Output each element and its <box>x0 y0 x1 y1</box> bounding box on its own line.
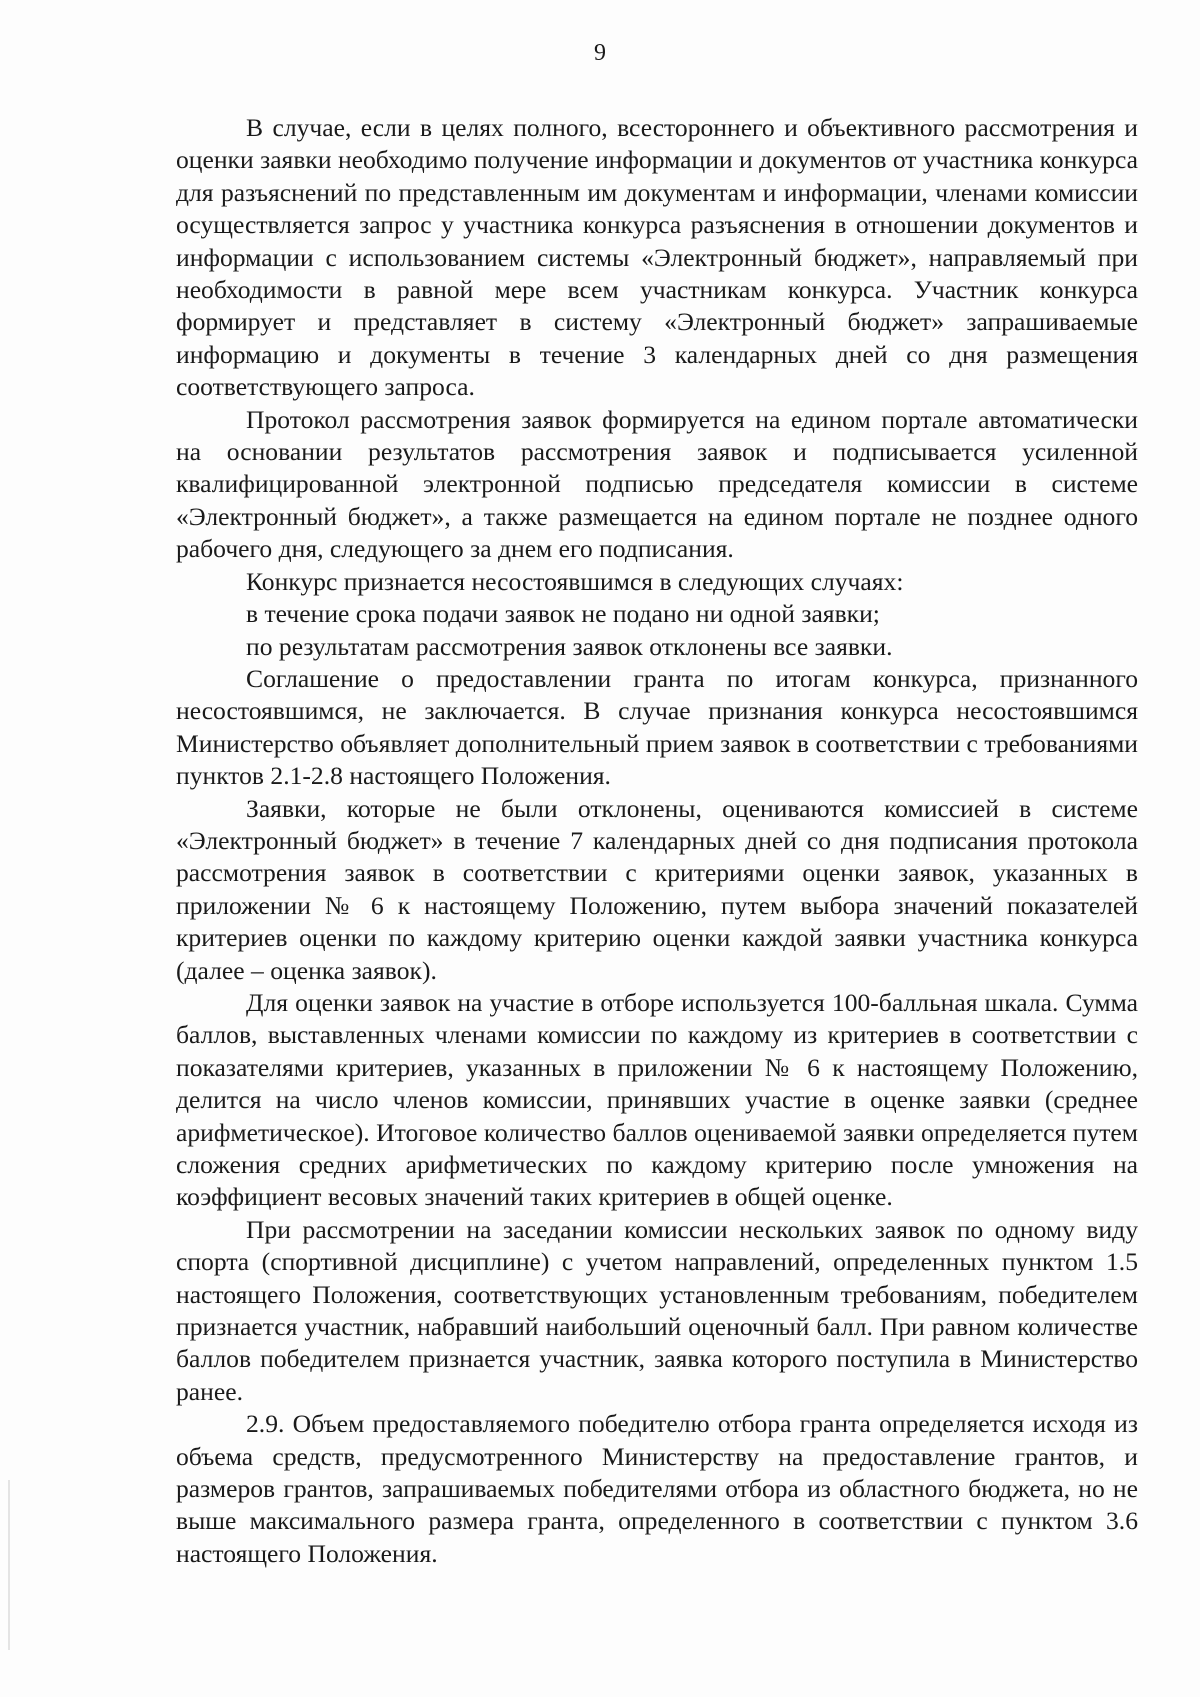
page-number: 9 <box>594 40 606 66</box>
paragraph-clarification-request: В случае, если в целях полного, всестороннего и объективного рассмотрения и оценки заявки необходимо получение информации и документов от участника конкурса для разъяснений по представленным им документам и информации, членами комиссии осуществляется запрос у участника конкурса разъяснения в отношении документов и информации с использованием системы «Электронный бюджет», направляемый при необходимости в равной мере всем участникам конкурса. Участник конкурса формирует и представляет в систему «Электронный бюджет» запрашиваемые информацию и документы в течение 3 календарных дней со дня размещения соответствующего запроса. <box>176 113 1138 402</box>
paragraph-winner-determination: При рассмотрении на заседании комиссии нескольких заявок по одному виду спорта (спортивной дисциплине) с учетом направлений, определенных пунктом 1.5 настоящего Положения, соответствующих установленным требованиям, победителем признается участник, набравший наибольший оценочный балл. При равном количестве баллов победителем признается участник, заявка которого поступила в Министерство ранее. <box>176 1214 1138 1406</box>
paragraph-grant-amount: 2.9. Объем предоставляемого победителю отбора гранта определяется исходя из объема средств, предусмотренного Министерству на предоставление грантов, и размеров грантов, запрашиваемых победителями отбора из областного бюджета, но не выше максимального размера гранта, определенного в соответствии с пунктом 3.6 настоящего Положения. <box>176 1409 1138 1568</box>
document-body <box>176 112 1138 1570</box>
paragraph-scoring-scale: Для оценки заявок на участие в отборе используется 100-балльная шкала. Сумма баллов, выставленных членами комиссии по каждому из критериев в соответствии с показателями критериев, указанных в приложении № 6 к настоящему Положению, делится на число членов комиссии, принявших участие в оценке заявки (среднее арифметическое). Итоговое количество баллов оцениваемой заявки определяется путем сложения средних арифметических по каждому критерию после умножения на коэффициент весовых значений таких критериев в общей оценке. <box>176 987 1138 1212</box>
paragraph-no-applications: в течение срока подачи заявок не подано ни одной заявки; <box>246 599 880 629</box>
paragraph-all-rejected: по результатам рассмотрения заявок отклонены все заявки. <box>246 631 893 661</box>
paragraph-application-evaluation: Заявки, которые не были отклонены, оцениваются комиссией в системе «Электронный бюджет» в течение 7 календарных дней со дня подписания протокола рассмотрения заявок в соответствии с критериями оценки заявок, указанных в приложении № 6 к настоящему Положению, путем выбора значений показателей критериев оценки по каждому критерию оценки каждой заявки участника конкурса (далее – оценка заявок). <box>176 793 1138 985</box>
scan-edge-mark <box>8 1480 10 1650</box>
paragraph-agreement-not-concluded: Соглашение о предоставлении гранта по итогам конкурса, признанного несостоявшимся, не заключается. В случае признания конкурса несостоявшимся Министерство объявляет дополнительный прием заявок в соответствии с требованиями пунктов 2.1-2.8 настоящего Положения. <box>176 663 1138 791</box>
paragraph-contest-failed: Конкурс признается несостоявшимся в следующих случаях: <box>246 566 904 596</box>
paragraph-review-protocol: Протокол рассмотрения заявок формируется на едином портале автоматически на основании результатов рассмотрения заявок и подписывается усиленной квалифицированной электронной подписью председателя комиссии в системе «Электронный бюджет», а также размещается на едином портале не позднее одного рабочего дня, следующего за днем его подписания. <box>176 404 1138 564</box>
